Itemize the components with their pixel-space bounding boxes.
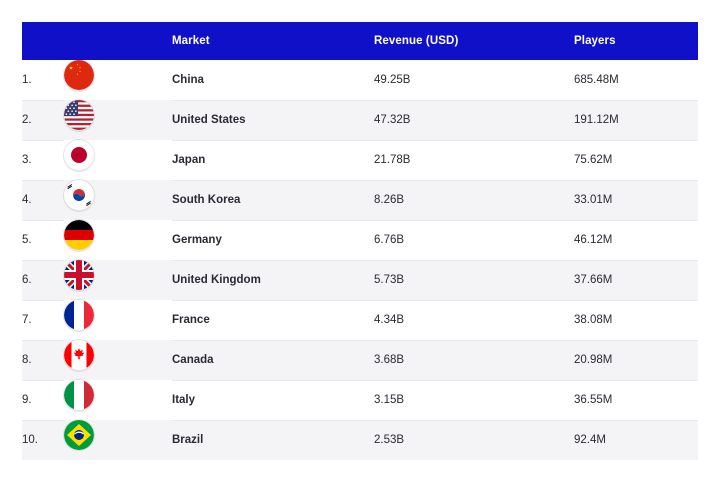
cell-revenue: 49.25B bbox=[374, 60, 574, 100]
cell-flag bbox=[64, 340, 94, 371]
cell-flag bbox=[64, 300, 94, 331]
cell-players: 75.62M bbox=[574, 140, 698, 180]
flag-south-korea-icon bbox=[64, 180, 94, 210]
column-header-flag bbox=[64, 22, 172, 60]
column-header-revenue: Revenue (USD) bbox=[374, 22, 574, 60]
cell-flag bbox=[64, 60, 94, 91]
cell-rank: 2. bbox=[22, 100, 64, 140]
cell-market: Brazil bbox=[172, 434, 204, 447]
cell-flag bbox=[64, 220, 94, 251]
table-body bbox=[22, 60, 698, 460]
cell-revenue: 2.53B bbox=[374, 434, 405, 447]
cell-flag bbox=[64, 140, 94, 171]
cell-players: 20.98M bbox=[574, 340, 698, 380]
cell-market: Japan bbox=[172, 140, 374, 180]
cell-players: 685.48M bbox=[574, 60, 698, 100]
cell-players: 33.01M bbox=[574, 180, 698, 220]
column-header-rank bbox=[22, 22, 64, 60]
cell-revenue: 21.78B bbox=[374, 140, 574, 180]
table-header-row bbox=[22, 22, 698, 60]
cell-market: China bbox=[172, 60, 374, 100]
table-row bbox=[22, 420, 698, 460]
table-header bbox=[22, 22, 698, 60]
cell-players: 92.4M bbox=[574, 434, 606, 447]
flag-italy-icon bbox=[64, 380, 94, 410]
cell-flag bbox=[64, 100, 94, 131]
table-row bbox=[22, 140, 698, 180]
cell-players: 46.12M bbox=[574, 220, 698, 260]
cell-rank: 9. bbox=[22, 380, 64, 420]
column-header-market: Market bbox=[172, 22, 374, 60]
table-row bbox=[22, 300, 698, 340]
cell-market: Canada bbox=[172, 340, 374, 380]
cell-revenue: 3.15B bbox=[374, 380, 574, 420]
flag-brazil-icon bbox=[64, 420, 94, 450]
flag-japan-icon bbox=[64, 140, 94, 170]
cell-players: 191.12M bbox=[574, 100, 698, 140]
cell-revenue: 5.73B bbox=[374, 260, 574, 300]
cell-market: South Korea bbox=[172, 180, 374, 220]
flag-china-icon bbox=[64, 60, 94, 90]
cell-flag bbox=[64, 380, 94, 411]
table-row bbox=[22, 60, 698, 100]
cell-rank: 8. bbox=[22, 340, 64, 380]
cell-players: 36.55M bbox=[574, 380, 698, 420]
cell-players: 37.66M bbox=[574, 260, 698, 300]
cell-rank: 4. bbox=[22, 180, 64, 220]
cell-market: United Kingdom bbox=[172, 260, 374, 300]
flag-germany-icon bbox=[64, 220, 94, 250]
table-row bbox=[22, 220, 698, 260]
cell-rank: 10. bbox=[22, 434, 38, 447]
table-row bbox=[22, 380, 698, 420]
cell-market: Germany bbox=[172, 220, 374, 260]
cell-flag bbox=[64, 260, 94, 291]
flag-france-icon bbox=[64, 300, 94, 330]
table-row bbox=[22, 340, 698, 380]
cell-rank: 3. bbox=[22, 140, 64, 180]
cell-players: 38.08M bbox=[574, 300, 698, 340]
cell-rank: 7. bbox=[22, 300, 64, 340]
cell-flag bbox=[64, 420, 94, 450]
table-row bbox=[22, 260, 698, 300]
cell-revenue: 4.34B bbox=[374, 300, 574, 340]
cell-revenue: 8.26B bbox=[374, 180, 574, 220]
cell-rank: 5. bbox=[22, 220, 64, 260]
flag-united-states-icon bbox=[64, 100, 94, 130]
market-revenue-table bbox=[22, 22, 698, 460]
cell-flag bbox=[64, 180, 94, 211]
cell-market: France bbox=[172, 300, 374, 340]
cell-revenue: 47.32B bbox=[374, 100, 574, 140]
flag-united-kingdom-icon bbox=[64, 260, 94, 290]
cell-rank: 6. bbox=[22, 260, 64, 300]
table-row bbox=[22, 180, 698, 220]
cell-market: Italy bbox=[172, 380, 374, 420]
table-row bbox=[22, 100, 698, 140]
cell-revenue: 3.68B bbox=[374, 340, 574, 380]
cell-market: United States bbox=[172, 100, 374, 140]
cell-revenue: 6.76B bbox=[374, 220, 574, 260]
flag-canada-icon bbox=[64, 340, 94, 370]
column-header-players: Players bbox=[574, 22, 698, 60]
cell-rank: 1. bbox=[22, 60, 64, 100]
